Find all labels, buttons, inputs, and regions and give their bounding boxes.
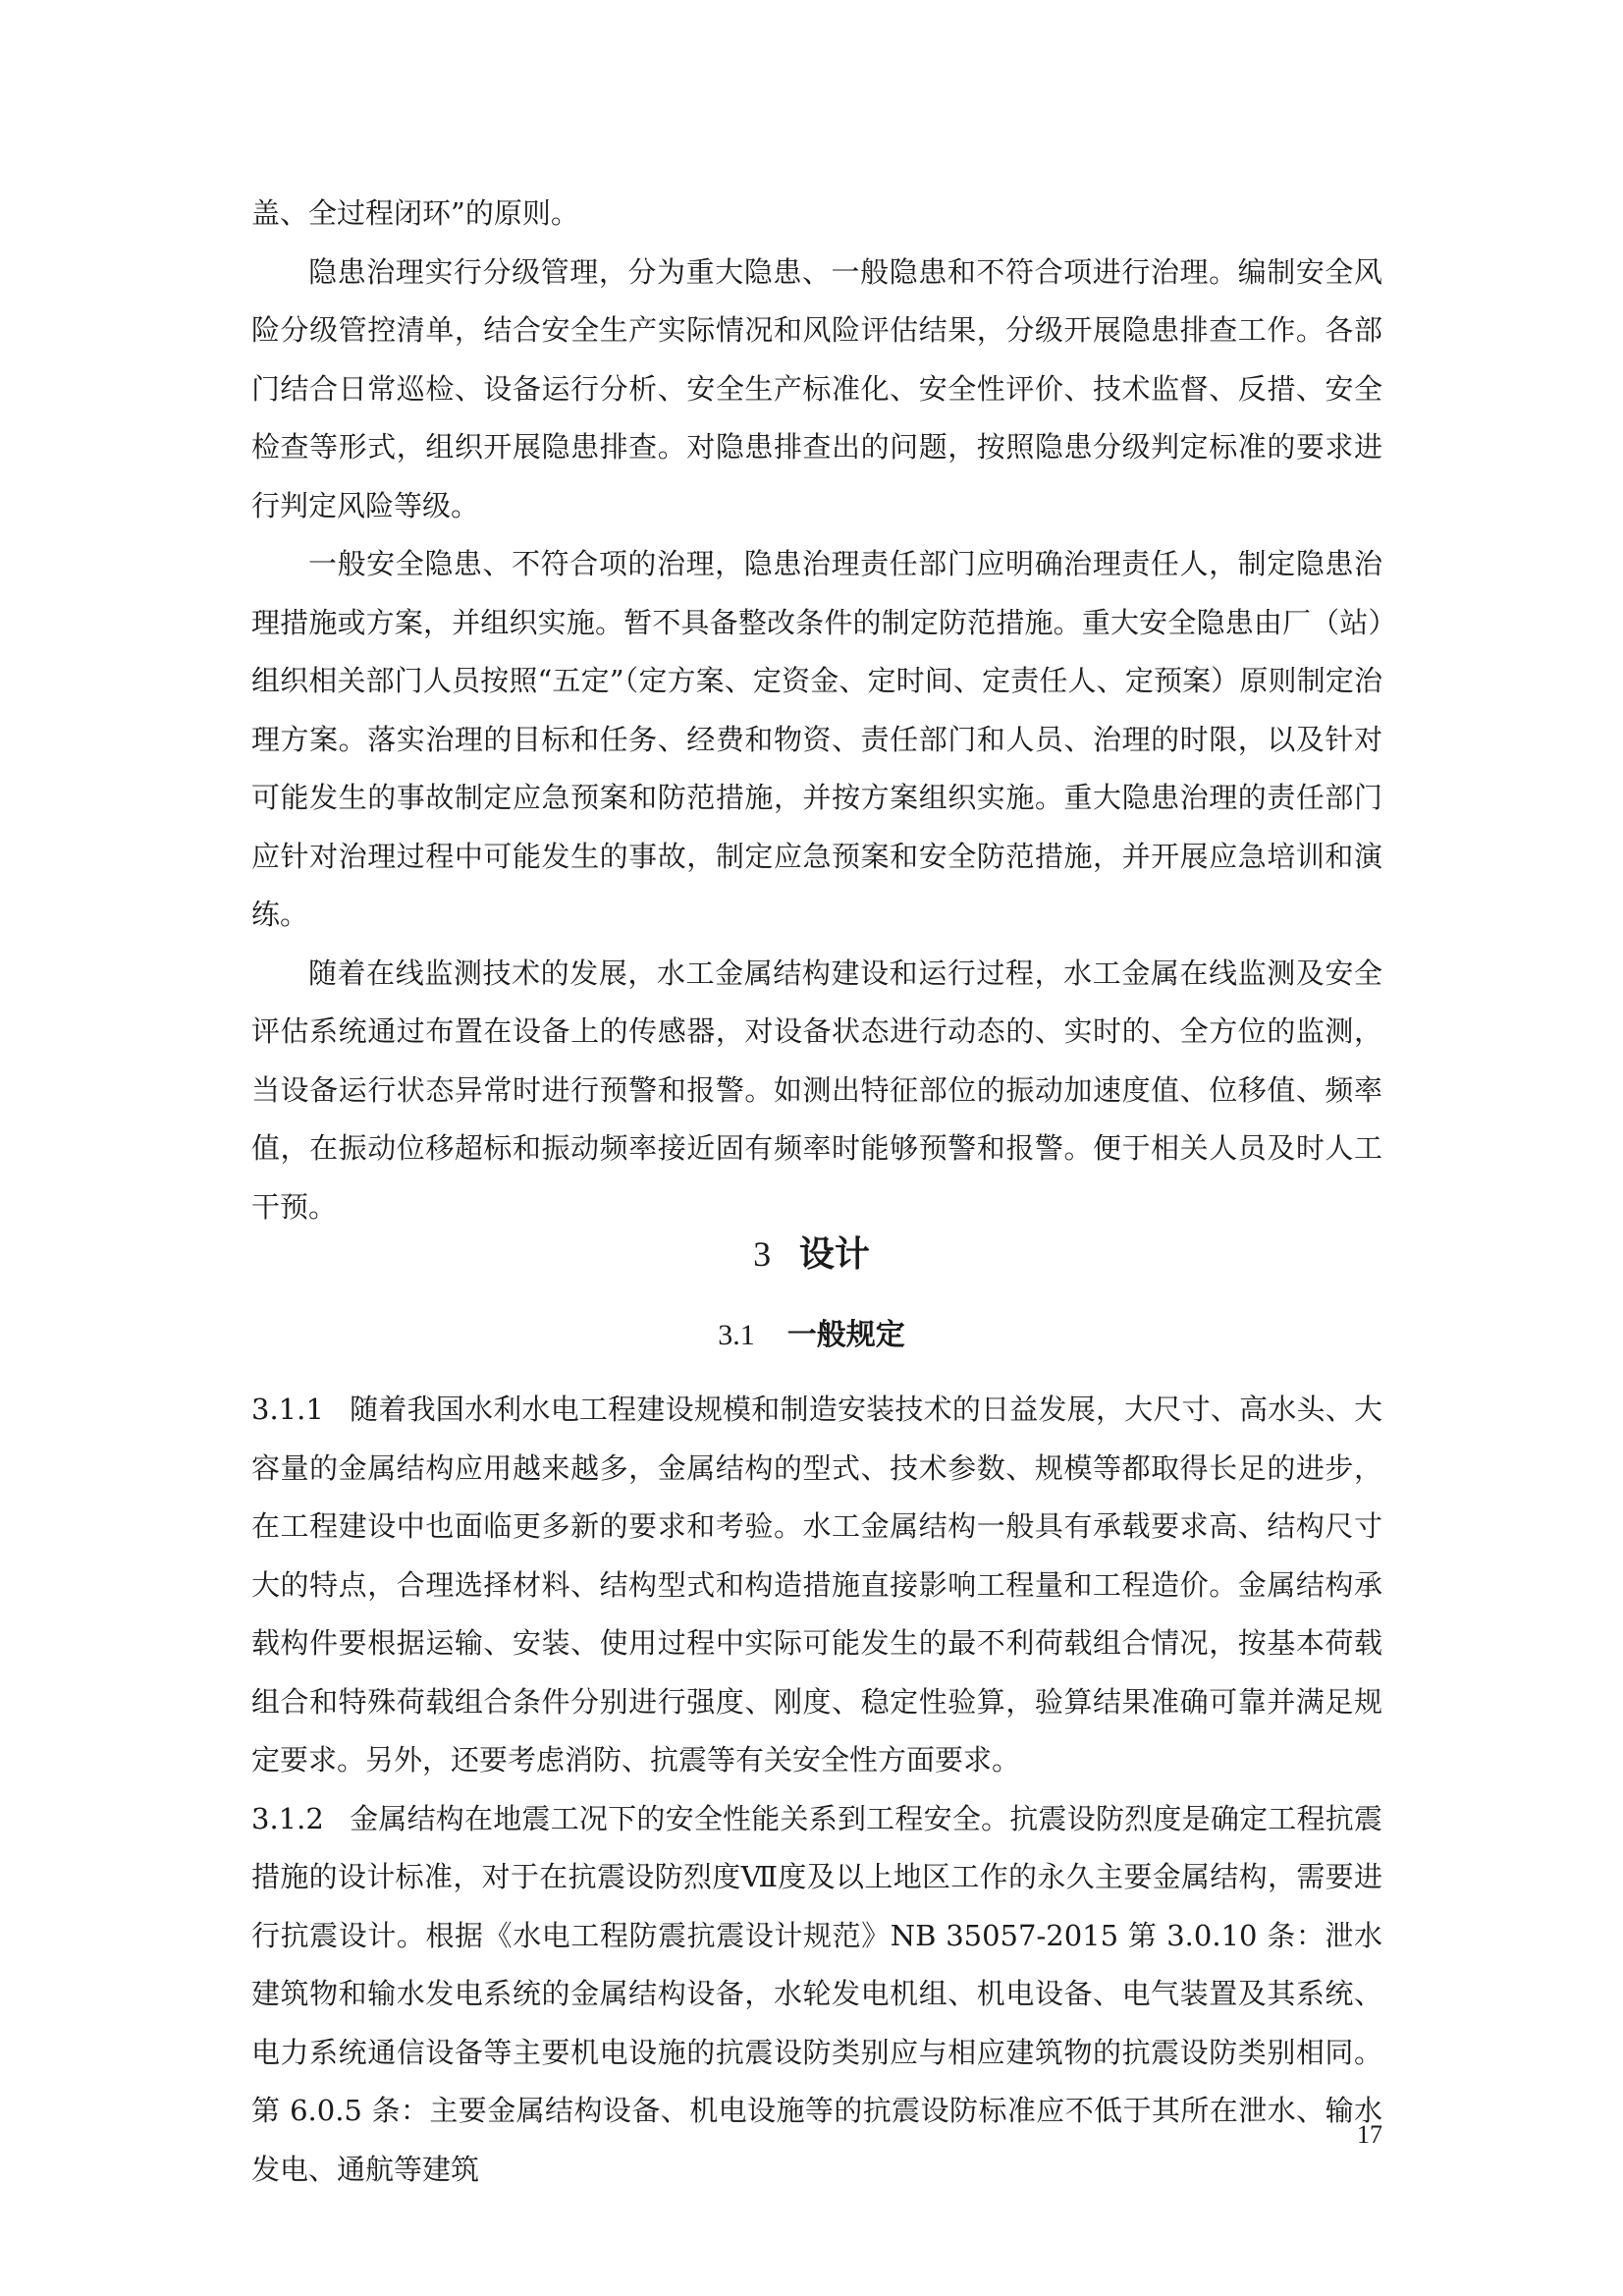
section-2-text — [251, 185, 1382, 1236]
clause-text: 随着我国水利水电工程建设规模和制造安装技术的日益发展，大尺寸、高水头、大容量的金属结构应用越来越多，金属结构的型式、技术参数、规模等都取得长足的进步，在工程建设中也面临更多新的要求和考验。水工金属结构一般具有承载要求高、结构尺寸大的特点，合理选择材料、结构型式和构造措施直接影响工程量和工程造价。金属结构承载构件要根据运输、安装、使用过程中实际可能发生的最不利荷载组合情况，按基本荷载组合和特殊荷载组合条件分别进行强度、刚度、稳定性验算，验算结果准确可靠并满足规定要求。另外，还要考虑消防、抗震等有关安全性方面要求。 — [251, 1393, 1382, 1777]
paragraph-continued: 盖、全过程闭环”的原则。 — [251, 196, 579, 230]
chapter-number: 3 — [753, 1234, 772, 1274]
paragraph-hazard-grading: 隐患治理实行分级管理，分为重大隐患、一般隐患和不符合项进行治理。编制安全风险分级管控清单，结合安全生产实际情况和风险评估结果，分级开展隐患排查工作。各部门结合日常巡检、设备运行分析、安全生产标准化、安全性评价、技术监督、反措、安全检查等形式，组织开展隐患排查。对隐患排查出的问题，按照隐患分级判定标准的要求进行判定风险等级。 — [251, 254, 1382, 522]
clause-3-1-1 — [251, 1381, 1382, 1790]
subsection-number: 3.1 — [718, 1319, 755, 1351]
chapter-heading — [0, 1230, 1623, 1280]
clause-number: 3.1.2 — [251, 1801, 324, 1835]
paragraph-hazard-treatment: 一般安全隐患、不符合项的治理，隐患治理责任部门应明确治理责任人，制定隐患治理措施或方案，并组织实施。暂不具备整改条件的制定防范措施。重大安全隐患由厂（站）组织相关部门人员按照“五定”（定方案、定资金、定时间、定责任人、定预案）原则制定治理方案。落实治理的目标和任务、经费和物资、责任部门和人员、治理的时限，以及针对可能发生的事故制定应急预案和防范措施，并按方案组织实施。重大隐患治理的责任部门应针对治理过程中可能发生的事故，制定应急预案和安全防范措施，并开展应急培训和演练。 — [251, 547, 1382, 931]
subsection-title: 一般规定 — [786, 1318, 905, 1352]
page-number: 17 — [1357, 2120, 1382, 2149]
clause-number: 3.1.1 — [251, 1393, 324, 1426]
clause-3-1-2 — [251, 1790, 1382, 2200]
clauses-text — [251, 1381, 1382, 2199]
chapter-title: 设计 — [798, 1234, 870, 1275]
subsection-heading — [0, 1314, 1623, 1357]
paragraph-online-monitoring: 随着在线监测技术的发展，水工金属结构建设和运行过程，水工金属在线监测及安全评估系统通过布置在设备上的传感器，对设备状态进行动态的、实时的、全方位的监测，当设备运行状态异常时进行预警和报警。如测出特征部位的振动加速度值、位移值、频率值，在振动位移超标和振动频率接近固有频率时能够预警和报警。便于相关人员及时人工干预。 — [251, 956, 1382, 1224]
clause-text: 金属结构在地震工况下的安全性能关系到工程安全。抗震设防烈度是确定工程抗震措施的设计标准，对于在抗震设防烈度Ⅶ度及以上地区工作的永久主要金属结构，需要进行抗震设计。根据《水电工程防震抗震设计规范》NB 35057-2015 第 3.0.10 条：泄水建筑物和输水发电系统的金属结构设备，水轮发电机组、机电设备、电气装置及其系统、电力系统通信设备等主要机电设施的抗震设防类别应与相应建筑物的抗震设防类别相同。第 6.0.5 条：主要金属结构设备、机电设施等的抗震设防标准应不低于其所在泄水、输水发电、通航等建筑 — [251, 1801, 1382, 2186]
